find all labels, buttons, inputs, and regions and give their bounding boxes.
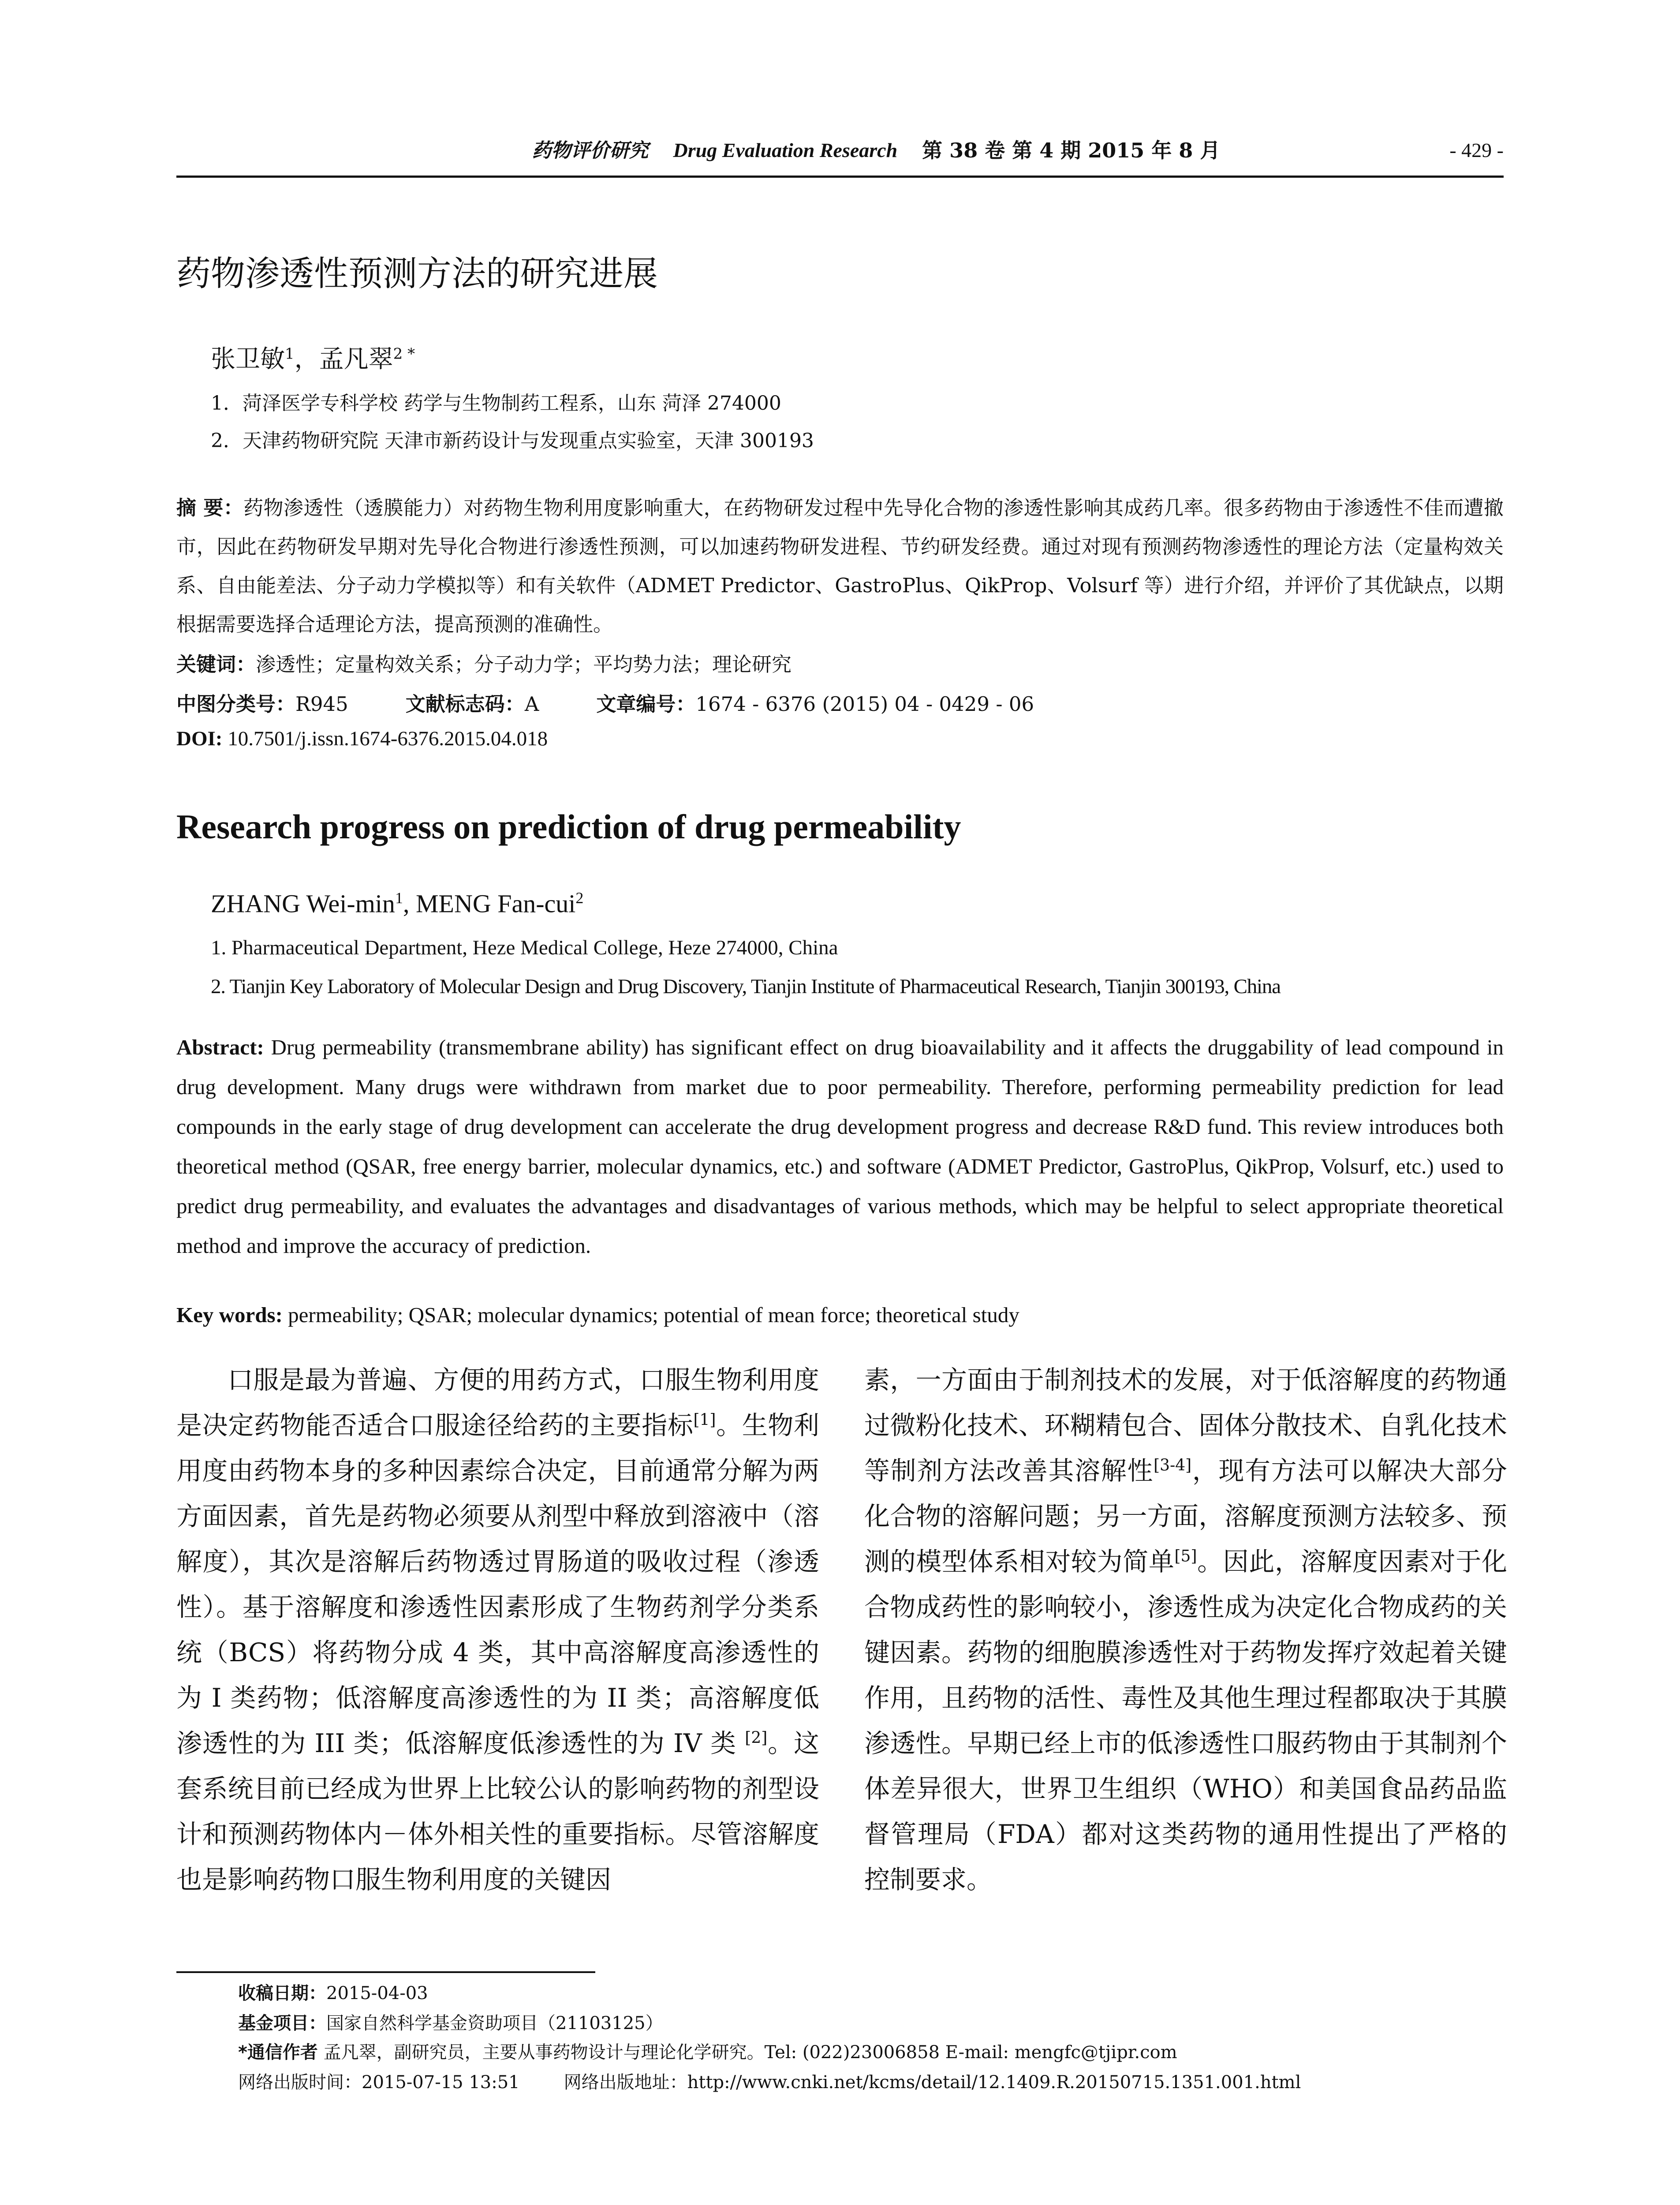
received-label: 收稿日期：	[238, 1983, 326, 2003]
classification-line	[176, 688, 1034, 717]
abstract-cn-text: 药物渗透性（透膜能力）对药物生物利用度影响重大，在药物研发过程中先导化合物的渗透性影响其成药几率。很多药物由于渗透性不佳而遭撤市，因此在药物研发早期对先导化合物进行渗透性预测，可以加速药物研发进程、节约研发经费。通过对现有预测药物渗透性的理论方法（定量构效关系、自由能差法、分子动力学模拟等）和有关软件（ADMET Predictor、GastroPlus、QikProp、Volsurf 等）进行介绍，并评价了其优缺点，以期根据需要选择合适理论方法，提高预测的准确性。	[176, 496, 1504, 636]
body-text: 。生物利用度由药物本身的多种因素综合决定，目前通常分解为两方面因素，首先是药物必须要从剂型中释放到溶液中（溶解度），其次是溶解后药物透过胃肠道的吸收过程（渗透性）。基于溶解度和渗透性因素形成了生物药剂学分类系统（BCS）将药物分成 4 类，其中高溶解度高渗透性的为 I 类药物；低溶解度高渗透性的为 II 类；高溶解度低渗透性的为 III 类；低溶解度低渗透性的为 IV 类	[176, 1410, 819, 1758]
keywords-en	[176, 1302, 1019, 1327]
citation-ref[interactable]: [3-4]	[1154, 1456, 1192, 1475]
author-affil-mark: 1	[395, 889, 403, 907]
body-text: 口服是最为普遍、方便的用药方式，口服生物利用度是决定药物能否适合口服途径给药的主要指标	[176, 1365, 819, 1440]
author-name: MENG Fan-cui	[415, 889, 576, 918]
doi-link[interactable]: 10.7501/j.issn.1674-6376.2015.04.018	[222, 727, 548, 750]
issue-info: 第 38 卷 第 4 期 2015 年 8 月	[922, 138, 1221, 162]
clc-value: R945	[295, 692, 348, 716]
keywords-cn	[176, 648, 791, 677]
citation-ref[interactable]: [2]	[745, 1729, 768, 1747]
author-name: 张卫敏	[211, 345, 285, 374]
corr-value: 孟凡翠，副研究员，主要从事药物设计与理论化学研究。Tel: (022)23006858 E-mail: mengfc@tjipr.com	[317, 2042, 1177, 2063]
body-text: 。这套系统目前已经成为世界上比较公认的影响药物的剂型设计和预测药物体内－体外相关性的重要指标。尽管溶解度也是影响药物口服生物利用度的关键因	[176, 1728, 819, 1895]
authors-en	[211, 889, 583, 918]
doc-code-label: 文献标志码：	[405, 692, 525, 716]
authors-cn	[211, 340, 415, 375]
footnote-online	[238, 2068, 1301, 2093]
keywords-cn-label: 关键词：	[176, 653, 256, 676]
article-title-en: Research progress on prediction of drug permeability	[176, 807, 961, 846]
body-paragraph	[864, 1357, 1507, 1902]
clc-label: 中图分类号：	[176, 692, 296, 716]
journal-name-cn: 药物评价研究	[532, 139, 649, 162]
affiliation-cn-1: 1．菏泽医学专科学校 药学与生物制药工程系，山东 菏泽 274000	[211, 392, 781, 415]
journal-name-en: Drug Evaluation Research	[673, 139, 898, 161]
body-column-left	[176, 1357, 819, 1902]
keywords-cn-text: 渗透性；定量构效关系；分子动力学；平均势力法；理论研究	[256, 653, 792, 676]
footnote-fund	[238, 2009, 663, 2034]
author-affil-mark: 2 *	[393, 345, 415, 363]
author-affil-mark: 1	[285, 345, 295, 363]
fund-label: 基金项目：	[238, 2013, 326, 2033]
doc-code-value: A	[524, 692, 539, 716]
abstract-cn-label: 摘 要：	[176, 496, 244, 519]
page-number: - 429 -	[1449, 139, 1504, 161]
keywords-en-text: permeability; QSAR; molecular dynamics; potential of mean force; theoretical study	[282, 1303, 1019, 1327]
article-title-cn: 药物渗透性预测方法的研究进展	[176, 254, 658, 294]
article-no-value: 1674 - 6376 (2015) 04 - 0429 - 06	[695, 692, 1034, 716]
affiliation-en-2: 2. Tianjin Key Laboratory of Molecular Design and Drug Discovery, Tianjin Institute of Pharmaceutical Research, Tianjin 300193, China	[211, 975, 1281, 998]
fund-value: 国家自然科学基金资助项目（21103125）	[326, 2013, 663, 2033]
author-separator: ,	[403, 889, 416, 918]
footnote-rule	[176, 1971, 595, 1973]
citation-ref[interactable]: [1]	[693, 1411, 716, 1429]
body-text: ，现有方法可以解决大部分化合物的溶解问题；另一方面，溶解度预测方法较多、预测的模型体系相对较为简单	[864, 1456, 1507, 1577]
author-name: ZHANG Wei-min	[211, 889, 395, 918]
header-rule	[176, 176, 1504, 178]
body-text: 。因此，溶解度因素对于化合物成药性的影响较小，渗透性成为决定化合物成药的关键因素。药物的细胞膜渗透性对于药物发挥疗效起着关键作用，且药物的活性、毒性及其他生理过程都取决于其膜渗透性。早期已经上市的低渗透性口服药物由于其制剂个体差异很大，世界卫生组织（WHO）和美国食品药品监督管理局（FDA）都对这类药物的通用性提出了严格的控制要求。	[864, 1547, 1507, 1895]
citation-ref[interactable]: [5]	[1174, 1547, 1197, 1566]
corr-label: *通信作者	[238, 2042, 318, 2063]
footnote-corresponding	[238, 2038, 1177, 2063]
received-value: 2015-04-03	[326, 1983, 428, 2003]
online-time: 网络出版时间：2015-07-15 13:51	[238, 2072, 520, 2093]
abstract-en-text: Drug permeability (transmembrane ability) has significant effect on drug bioavailability and it affects the druggability of lead compound in drug development. Many drugs were withdrawn from market due to poor permeability. Therefore, performing permeability prediction for lead compounds in the early stage of drug development can accelerate the drug development progress and decrease R&D fund. This review introduces both theoretical method (QSAR, free energy barrier, molecular dynamics, etc.) and software (ADMET Predictor, GastroPlus, QikProp, Volsurf, etc.) used to predict drug permeability, and evaluates the advantages and disadvantages of various methods, which may be helpful to select appropriate theoretical method and improve the accuracy of prediction.	[176, 1035, 1504, 1258]
author-name: 孟凡翠	[319, 345, 393, 374]
running-header	[176, 140, 1504, 161]
article-no-label: 文章编号：	[596, 692, 696, 716]
abstract-en-label: Abstract:	[176, 1035, 264, 1059]
affiliation-cn-2: 2．天津药物研究院 天津市新药设计与发现重点实验室，天津 300193	[211, 430, 814, 452]
doi-label: DOI:	[176, 727, 223, 750]
footnote-received	[238, 1979, 428, 2004]
abstract-cn	[176, 489, 1504, 644]
keywords-en-label: Key words:	[176, 1303, 283, 1327]
affiliation-en-1: 1. Pharmaceutical Department, Heze Medical College, Heze 274000, China	[211, 936, 838, 959]
body-text: 素，一方面由于制剂技术的发展，对于低溶解度的药物通过微粉化技术、环糊精包合、固体分散技术、自乳化技术等制剂方法改善其溶解性	[864, 1365, 1507, 1486]
body-column-right	[864, 1357, 1507, 1902]
doi-line	[176, 727, 548, 751]
abstract-en	[176, 1028, 1504, 1266]
body-paragraph	[176, 1357, 819, 1902]
author-separator: ，	[294, 345, 319, 374]
online-url[interactable]: 网络出版地址：http://www.cnki.net/kcms/detail/12.1409.R.20150715.1351.001.html	[564, 2072, 1301, 2093]
author-affil-mark: 2	[575, 889, 584, 907]
